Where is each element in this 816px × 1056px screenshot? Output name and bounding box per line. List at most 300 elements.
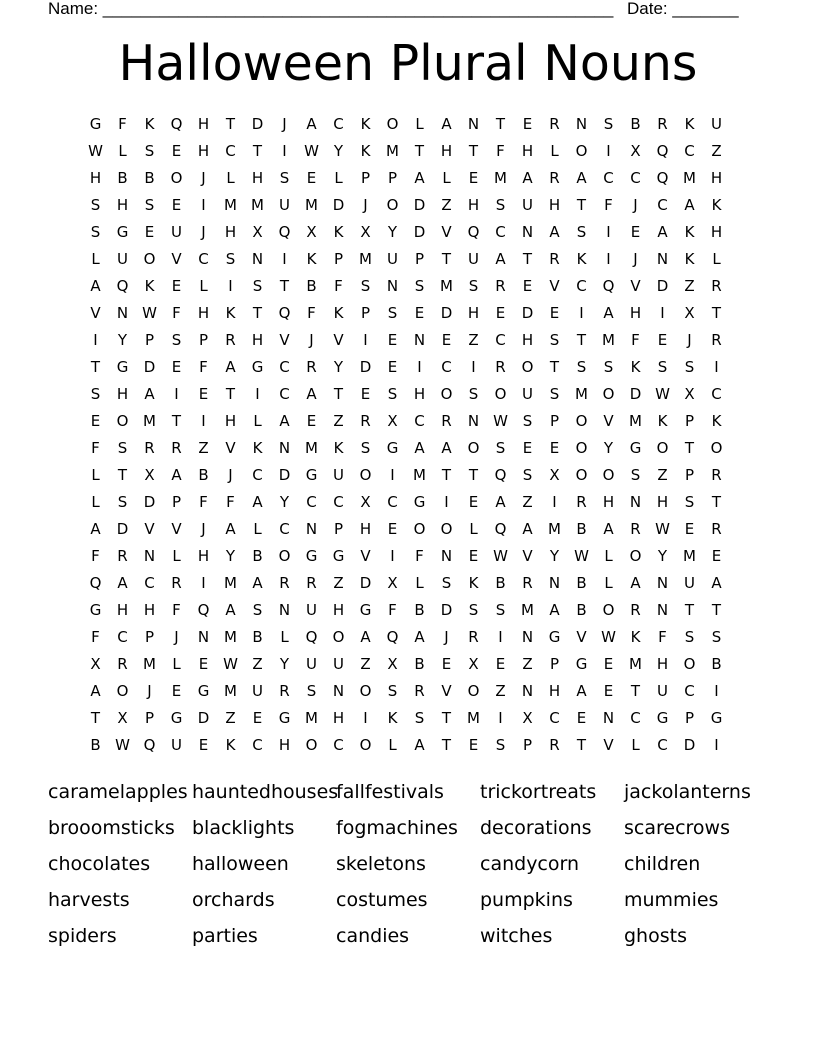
grid-letter: L	[388, 736, 397, 754]
grid-letter: T	[441, 466, 452, 484]
grid-letter: U	[117, 250, 128, 268]
grid-letter: C	[279, 520, 290, 538]
grid-letter: R	[630, 520, 641, 538]
grid-letter: T	[171, 412, 182, 430]
grid-letter: N	[278, 601, 291, 619]
grid-letter: A	[90, 520, 101, 538]
grid-letter: N	[197, 628, 210, 646]
grid-letter: S	[414, 277, 425, 295]
grid-letter: D	[143, 358, 156, 376]
grid-letter: S	[306, 682, 317, 700]
grid-letter: O	[359, 682, 372, 700]
grid-letter: T	[711, 304, 722, 322]
grid-letter: U	[306, 655, 317, 673]
grid-letter: K	[252, 439, 263, 457]
grid-letter: G	[386, 439, 399, 457]
grid-letter: X	[144, 466, 155, 484]
grid-letter: G	[197, 682, 210, 700]
grid-letter: A	[225, 601, 236, 619]
grid-letter: A	[549, 223, 560, 241]
grid-letter: W	[574, 547, 589, 565]
grid-letter: Q	[656, 169, 669, 187]
grid-letter: E	[711, 547, 722, 565]
grid-letter: F	[307, 304, 316, 322]
grid-letter: U	[387, 250, 398, 268]
grid-letter: Y	[657, 547, 668, 565]
grid-letter: S	[684, 358, 695, 376]
grid-letter: K	[684, 223, 695, 241]
grid-letter: F	[199, 358, 208, 376]
grid-letter: I	[201, 574, 206, 592]
grid-letter: H	[548, 196, 561, 214]
grid-letter: L	[631, 736, 640, 754]
grid-letter: A	[522, 520, 533, 538]
grid-letter: S	[387, 682, 398, 700]
grid-letter: T	[576, 331, 587, 349]
grid-letter: S	[144, 142, 155, 160]
grid-letter: S	[495, 601, 506, 619]
grid-letter: C	[495, 331, 506, 349]
grid-letter: H	[116, 196, 129, 214]
grid-letter: S	[684, 493, 695, 511]
grid-letter: K	[333, 223, 344, 241]
grid-letter: E	[468, 736, 479, 754]
grid-letter: M	[683, 547, 696, 565]
grid-letter: X	[360, 493, 371, 511]
grid-letter: B	[576, 520, 587, 538]
grid-letter: N	[656, 250, 669, 268]
grid-letter: D	[521, 304, 534, 322]
grid-letter: G	[413, 493, 426, 511]
grid-letter: T	[495, 115, 506, 133]
grid-letter: S	[252, 601, 263, 619]
grid-letter: E	[171, 196, 182, 214]
grid-letter: O	[602, 601, 615, 619]
grid-letter: O	[278, 547, 291, 565]
grid-letter: K	[360, 142, 371, 160]
grid-letter: F	[631, 331, 640, 349]
grid-letter: O	[575, 412, 588, 430]
grid-letter: M	[575, 385, 588, 403]
grid-letter: K	[144, 277, 155, 295]
grid-letter: E	[171, 358, 182, 376]
grid-letter: A	[117, 574, 128, 592]
grid-letter: H	[332, 709, 345, 727]
grid-letter: I	[255, 385, 260, 403]
grid-letter: C	[198, 250, 209, 268]
grid-letter: M	[305, 439, 318, 457]
grid-letter: E	[495, 304, 506, 322]
grid-letter: V	[576, 628, 587, 646]
grid-letter: Y	[387, 223, 398, 241]
grid-letter: E	[441, 655, 452, 673]
grid-letter: V	[441, 223, 452, 241]
grid-letter: P	[333, 520, 344, 538]
grid-letter: J	[633, 250, 638, 268]
grid-letter: K	[225, 304, 236, 322]
grid-letter: E	[171, 142, 182, 160]
grid-letter: N	[656, 601, 669, 619]
grid-letter: K	[630, 628, 641, 646]
grid-letter: Z	[333, 412, 344, 430]
grid-letter: Z	[333, 574, 344, 592]
word-bank-item: skeletons	[336, 853, 426, 875]
grid-letter: P	[144, 331, 155, 349]
grid-letter: P	[144, 709, 155, 727]
grid-letter: Z	[360, 655, 371, 673]
grid-letter: M	[494, 169, 507, 187]
grid-letter: H	[521, 142, 534, 160]
grid-letter: B	[630, 115, 641, 133]
grid-letter: M	[413, 466, 426, 484]
grid-letter: G	[629, 439, 642, 457]
grid-letter: K	[225, 736, 236, 754]
grid-letter: R	[468, 628, 479, 646]
grid-letter: S	[360, 277, 371, 295]
grid-letter: N	[467, 412, 480, 430]
grid-letter: S	[468, 277, 479, 295]
grid-letter: U	[522, 196, 533, 214]
grid-letter: U	[684, 574, 695, 592]
grid-letter: S	[387, 385, 398, 403]
grid-letter: R	[117, 547, 128, 565]
grid-letter: K	[711, 412, 722, 430]
grid-letter: E	[306, 169, 317, 187]
grid-letter: I	[201, 412, 206, 430]
grid-letter: Q	[656, 142, 669, 160]
grid-letter: X	[468, 655, 479, 673]
grid-letter: C	[657, 196, 668, 214]
grid-letter: H	[602, 493, 615, 511]
grid-letter: B	[306, 277, 317, 295]
word-bank-item: scarecrows	[624, 817, 730, 839]
grid-letter: K	[306, 250, 317, 268]
grid-letter: T	[684, 601, 695, 619]
grid-letter: E	[252, 709, 263, 727]
grid-letter: S	[603, 115, 614, 133]
grid-letter: I	[390, 547, 395, 565]
grid-letter: F	[199, 493, 208, 511]
grid-letter: T	[468, 142, 479, 160]
grid-letter: C	[333, 115, 344, 133]
grid-letter: H	[629, 304, 642, 322]
grid-letter: A	[225, 520, 236, 538]
grid-letter: H	[332, 601, 345, 619]
grid-letter: P	[387, 169, 398, 187]
grid-letter: R	[495, 277, 506, 295]
grid-letter: J	[687, 331, 692, 349]
word-bank-item: candycorn	[480, 853, 580, 875]
grid-letter: P	[684, 412, 695, 430]
word-bank-item: pumpkins	[480, 889, 573, 911]
grid-letter: S	[576, 358, 587, 376]
grid-letter: O	[170, 169, 183, 187]
grid-letter: G	[116, 223, 129, 241]
grid-letter: I	[606, 223, 611, 241]
grid-letter: G	[251, 358, 264, 376]
grid-letter: G	[548, 628, 561, 646]
name-field-line: Name: ______________________________________________________	[48, 0, 614, 18]
grid-letter: L	[415, 574, 424, 592]
grid-letter: G	[305, 547, 318, 565]
grid-letter: X	[684, 385, 695, 403]
grid-letter: X	[306, 223, 317, 241]
grid-letter: A	[603, 304, 614, 322]
grid-letter: N	[440, 547, 453, 565]
grid-letter: Z	[657, 466, 668, 484]
grid-letter: X	[630, 142, 641, 160]
grid-letter: I	[498, 709, 503, 727]
grid-letter: B	[576, 574, 587, 592]
grid-letter: K	[684, 115, 695, 133]
grid-letter: S	[576, 223, 587, 241]
grid-letter: D	[656, 277, 669, 295]
grid-letter: G	[170, 709, 183, 727]
grid-letter: P	[171, 493, 182, 511]
grid-letter: P	[684, 466, 695, 484]
grid-letter: R	[117, 655, 128, 673]
grid-letter: K	[333, 439, 344, 457]
grid-letter: Z	[198, 439, 209, 457]
grid-letter: T	[252, 142, 263, 160]
grid-letter: I	[552, 493, 557, 511]
word-bank-item: fallfestivals	[336, 781, 444, 803]
grid-letter: A	[225, 358, 236, 376]
grid-letter: L	[199, 277, 208, 295]
grid-letter: U	[279, 196, 290, 214]
grid-letter: U	[171, 223, 182, 241]
grid-letter: E	[441, 331, 452, 349]
grid-letter: Y	[279, 655, 290, 673]
grid-letter: F	[334, 277, 343, 295]
grid-letter: Z	[495, 682, 506, 700]
grid-letter: P	[549, 412, 560, 430]
grid-letter: R	[522, 574, 533, 592]
grid-letter: S	[171, 331, 182, 349]
word-bank-item: parties	[192, 925, 258, 947]
grid-letter: M	[224, 682, 237, 700]
grid-letter: O	[521, 358, 534, 376]
grid-letter: E	[468, 547, 479, 565]
grid-letter: V	[171, 520, 182, 538]
grid-letter: E	[549, 304, 560, 322]
grid-letter: F	[415, 547, 424, 565]
grid-letter: I	[363, 331, 368, 349]
grid-letter: H	[251, 331, 264, 349]
grid-letter: M	[548, 520, 561, 538]
grid-letter: C	[306, 493, 317, 511]
grid-letter: C	[333, 493, 344, 511]
grid-letter: A	[414, 628, 425, 646]
grid-letter: S	[414, 709, 425, 727]
grid-letter: K	[333, 304, 344, 322]
grid-letter: S	[117, 493, 128, 511]
grid-letter: N	[575, 115, 588, 133]
grid-letter: U	[522, 385, 533, 403]
grid-letter: X	[117, 709, 128, 727]
grid-letter: F	[388, 601, 397, 619]
grid-letter: T	[279, 277, 290, 295]
grid-letter: V	[90, 304, 101, 322]
grid-letter: I	[444, 493, 449, 511]
grid-letter: V	[603, 412, 614, 430]
grid-letter: O	[386, 115, 399, 133]
grid-letter: I	[174, 385, 179, 403]
grid-letter: R	[630, 601, 641, 619]
grid-letter: L	[280, 628, 289, 646]
grid-letter: T	[441, 736, 452, 754]
grid-letter: F	[226, 493, 235, 511]
grid-letter: F	[604, 196, 613, 214]
grid-letter: F	[91, 439, 100, 457]
grid-letter: U	[657, 682, 668, 700]
grid-letter: L	[253, 520, 262, 538]
grid-letter: R	[279, 574, 290, 592]
grid-letter: D	[440, 601, 453, 619]
grid-letter: G	[332, 547, 345, 565]
grid-letter: S	[279, 169, 290, 187]
grid-letter: N	[656, 574, 669, 592]
grid-letter: R	[711, 277, 722, 295]
grid-letter: T	[468, 466, 479, 484]
grid-letter: K	[576, 250, 587, 268]
grid-letter: I	[201, 196, 206, 214]
grid-letter: X	[522, 709, 533, 727]
grid-letter: M	[602, 331, 615, 349]
grid-letter: I	[471, 358, 476, 376]
grid-letter: Q	[278, 223, 291, 241]
grid-letter: B	[90, 736, 101, 754]
grid-letter: L	[91, 250, 100, 268]
grid-letter: F	[658, 628, 667, 646]
grid-letter: W	[304, 142, 319, 160]
grid-letter: N	[602, 709, 615, 727]
grid-letter: W	[601, 628, 616, 646]
grid-letter: R	[711, 520, 722, 538]
grid-letter: P	[414, 250, 425, 268]
grid-letter: Q	[278, 304, 291, 322]
grid-letter: O	[116, 412, 129, 430]
word-search-grid	[82, 111, 730, 759]
grid-letter: O	[467, 439, 480, 457]
grid-letter: P	[684, 709, 695, 727]
grid-letter: T	[549, 358, 560, 376]
grid-letter: I	[363, 709, 368, 727]
grid-letter: J	[444, 628, 449, 646]
grid-letter: A	[414, 169, 425, 187]
grid-letter: S	[603, 358, 614, 376]
grid-letter: B	[576, 601, 587, 619]
grid-letter: V	[603, 736, 614, 754]
grid-letter: A	[711, 574, 722, 592]
grid-letter: A	[252, 493, 263, 511]
grid-letter: K	[468, 574, 479, 592]
grid-letter: J	[174, 628, 179, 646]
grid-letter: P	[522, 736, 533, 754]
grid-letter: A	[414, 736, 425, 754]
word-bank-item: ghosts	[624, 925, 687, 947]
grid-letter: S	[684, 628, 695, 646]
grid-letter: I	[228, 277, 233, 295]
grid-letter: N	[548, 574, 561, 592]
grid-letter: L	[550, 142, 559, 160]
grid-letter: C	[684, 142, 695, 160]
grid-letter: T	[711, 601, 722, 619]
grid-letter: Y	[333, 358, 344, 376]
grid-letter: N	[116, 304, 129, 322]
grid-letter: K	[630, 358, 641, 376]
grid-letter: Q	[494, 466, 507, 484]
grid-letter: U	[468, 250, 479, 268]
grid-letter: H	[197, 304, 210, 322]
grid-letter: M	[224, 196, 237, 214]
grid-letter: D	[251, 115, 264, 133]
grid-letter: G	[89, 115, 102, 133]
grid-letter: Z	[441, 196, 452, 214]
grid-letter: K	[711, 196, 722, 214]
grid-letter: C	[576, 277, 587, 295]
grid-letter: H	[710, 223, 723, 241]
grid-letter: Q	[467, 223, 480, 241]
word-bank-item: costumes	[336, 889, 428, 911]
grid-letter: Z	[522, 655, 533, 673]
grid-letter: M	[224, 574, 237, 592]
grid-letter: H	[197, 142, 210, 160]
grid-letter: F	[91, 628, 100, 646]
word-bank-item: jackolanterns	[624, 781, 751, 803]
grid-letter: T	[90, 709, 101, 727]
grid-letter: H	[197, 115, 210, 133]
grid-letter: D	[359, 574, 372, 592]
grid-letter: Z	[252, 655, 263, 673]
grid-letter: T	[441, 709, 452, 727]
grid-letter: C	[225, 142, 236, 160]
grid-letter: E	[468, 169, 479, 187]
grid-letter: B	[252, 547, 263, 565]
grid-letter: M	[143, 655, 156, 673]
grid-letter: S	[630, 466, 641, 484]
grid-letter: T	[117, 466, 128, 484]
grid-letter: H	[521, 331, 534, 349]
grid-letter: T	[414, 142, 425, 160]
grid-letter: N	[521, 682, 534, 700]
grid-letter: H	[413, 385, 426, 403]
grid-letter: J	[363, 196, 368, 214]
grid-letter: W	[115, 736, 130, 754]
grid-letter: U	[306, 601, 317, 619]
grid-letter: A	[171, 466, 182, 484]
grid-letter: X	[360, 223, 371, 241]
grid-letter: O	[467, 682, 480, 700]
grid-letter: S	[549, 385, 560, 403]
grid-letter: C	[657, 736, 668, 754]
grid-letter: E	[360, 385, 371, 403]
grid-letter: S	[522, 412, 533, 430]
grid-letter: V	[360, 547, 371, 565]
grid-letter: E	[198, 385, 209, 403]
grid-letter: B	[144, 169, 155, 187]
grid-letter: O	[602, 385, 615, 403]
grid-letter: A	[657, 223, 668, 241]
grid-letter: H	[710, 169, 723, 187]
grid-letter: T	[225, 115, 236, 133]
grid-letter: L	[415, 115, 424, 133]
grid-letter: X	[387, 412, 398, 430]
grid-letter: L	[91, 466, 100, 484]
grid-letter: A	[576, 682, 587, 700]
grid-letter: T	[225, 385, 236, 403]
grid-letter: E	[387, 358, 398, 376]
